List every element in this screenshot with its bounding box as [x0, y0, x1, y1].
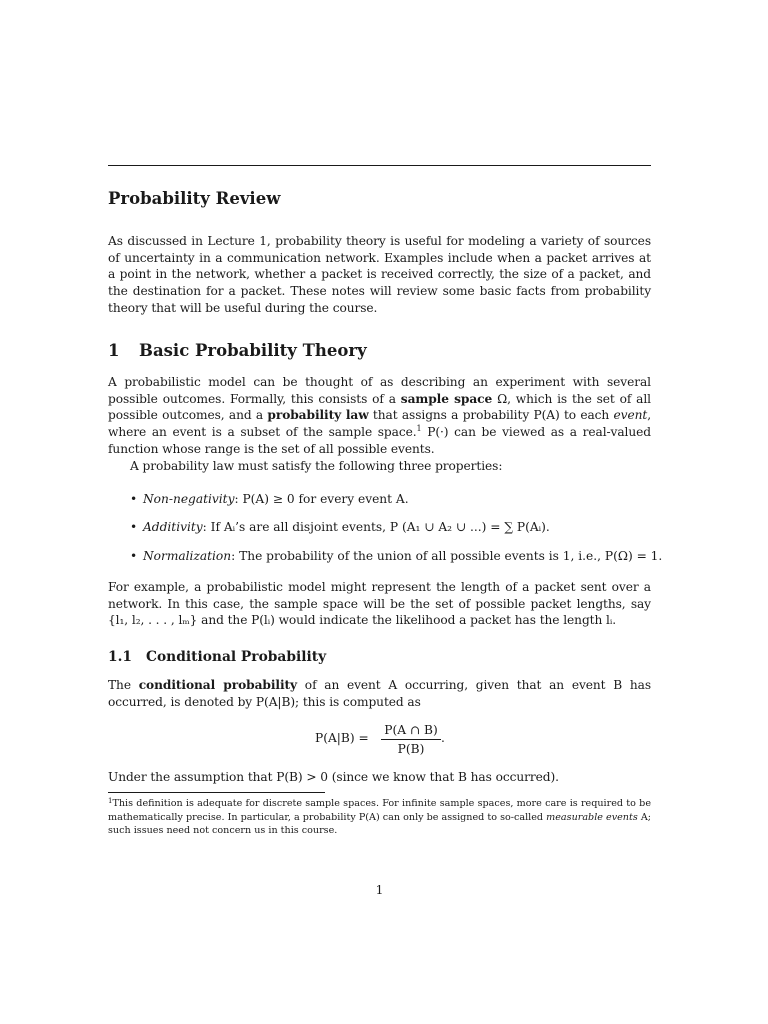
- property-name: Normalization: [143, 549, 232, 563]
- property-text: : If Aᵢ’s are all disjoint events, P (A₁ ∪ A₂ ∪ ...) = ∑ P(Aᵢ).: [202, 520, 550, 534]
- footnote-rule: [108, 792, 325, 793]
- term-probability-law: probability law: [267, 408, 369, 423]
- bullet-icon: •: [130, 549, 138, 563]
- subsection-1-1-heading: [108, 648, 651, 666]
- text-run: that assigns a probability P(A) to each: [368, 408, 614, 423]
- section-1-paragraph-3: For example, a probabilistic model might represent the length of a packet sent over a network. In this case, the sample space will be the set of possible packet lengths, say {l₁, l₂, . . . , lₘ} and the P(lᵢ) would indicate the likelihood a packet has the length lᵢ.: [108, 580, 651, 628]
- term-sample-space: sample space: [400, 391, 493, 406]
- text-run: , where an event is a subset of the sample space.: [108, 408, 651, 440]
- equation-lhs: P(A|B) =: [315, 731, 369, 745]
- fraction-numerator: P(A ∩ B): [384, 723, 438, 737]
- property-text: : P(A) ≥ 0 for every event A.: [234, 492, 409, 506]
- text-run: Ω, which is the set of all possible outcomes, and a: [108, 391, 651, 423]
- fraction-bar: [381, 739, 441, 740]
- section-number: 1: [108, 341, 120, 360]
- section-1-paragraph-2: A probability law must satisfy the following three properties:: [130, 459, 503, 473]
- page-title: Probability Review: [108, 189, 281, 208]
- text-run: This definition is adequate for discrete sample spaces. For infinite sample spaces, more care is required to be mathematically precise. In particular, a probability P(A) can only be assigned to so-called: [108, 798, 651, 823]
- intro-paragraph: As discussed in Lecture 1, probability theory is useful for modeling a variety of sources of uncertainty in a communication network. Examples include when a packet arrives at a point in the network, whether a packet is received correctly, the size of a packet, and the destination for a packet. These notes will review some basic facts from probability theory that will be useful during the course.: [108, 234, 651, 315]
- header-rule: [108, 165, 651, 166]
- term-event: event: [613, 408, 648, 423]
- footnote-mark: 1: [108, 797, 113, 805]
- footnote-marker: 1: [416, 424, 422, 434]
- subsection-number: 1.1: [108, 649, 133, 665]
- term-measurable-events: measurable events: [546, 811, 638, 823]
- bullet-icon: •: [130, 492, 138, 506]
- footnote: [108, 795, 651, 838]
- equation-fraction: [381, 722, 441, 757]
- property-name: Non-negativity: [143, 492, 235, 506]
- subsection-1-1-paragraph-2: Under the assumption that P(B) > 0 (since we know that B has occurred).: [108, 770, 559, 784]
- text-run: A; such issues need not concern us in this course.: [108, 811, 652, 836]
- fraction-denominator: P(B): [397, 742, 425, 756]
- text-run: A probabilistic model can be thought of as describing an experiment with several possible outcomes. Formally, this consists of a: [108, 375, 651, 406]
- section-1-paragraph-1: [108, 374, 651, 458]
- term-conditional-probability: conditional probability: [138, 678, 298, 692]
- text-run: The: [108, 678, 139, 692]
- conditional-probability-equation: [108, 722, 651, 758]
- text-run: P(·) can be viewed as a real-valued function whose range is the set of all possible events.: [108, 425, 651, 456]
- property-text: : The probability of the union of all possible events is 1, i.e., P(Ω) = 1.: [231, 549, 663, 563]
- subsection-1-1-paragraph-1: [108, 677, 651, 710]
- bullet-icon: •: [130, 520, 138, 534]
- text-run: of an event A occurring, given that an event B has occurred, is denoted by P(A|B); this is computed as: [108, 678, 652, 709]
- equation-period: .: [441, 731, 445, 745]
- section-title: Basic Probability Theory: [139, 341, 367, 360]
- page-number: 1: [375, 883, 384, 897]
- subsection-title: Conditional Probability: [146, 649, 327, 665]
- page: [108, 0, 663, 1024]
- section-1-heading: [108, 340, 651, 362]
- property-name: Additivity: [143, 520, 203, 534]
